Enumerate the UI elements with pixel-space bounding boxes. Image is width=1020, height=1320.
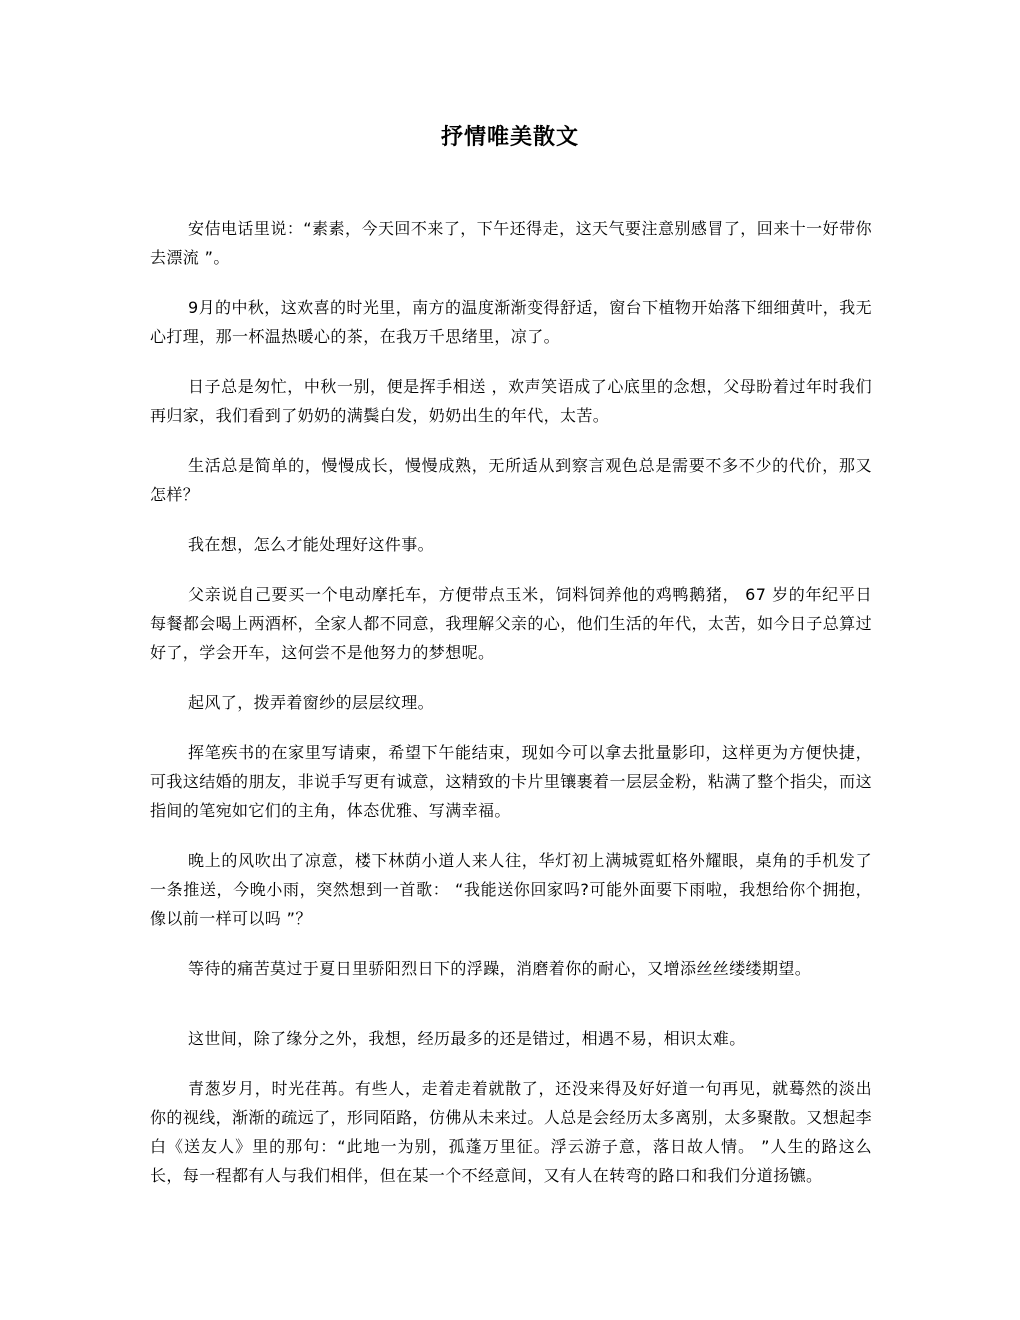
- paragraph: 生活总是简单的，慢慢成长，慢慢成熟，无所适从到察言观色总是需要不多不少的代价，那又怎样？: [150, 456, 872, 504]
- paragraph: 父亲说自己要买一个电动摩托车，方便带点玉米，饲料饲养他的鸡鸭鹅猪， 67 岁的年纪平日每餐都会喝上两酒杯，全家人都不同意，我理解父亲的心，他们生活的年代，太苦，如今日子总算过好了，学会开车，这何尝不是他努力的梦想呢。: [150, 585, 872, 662]
- paragraph: 安佶电话里说：“素素，今天回不来了，下午还得走，这天气要注意别感冒了，回来十一好带你去漂流 ”。: [150, 219, 872, 267]
- paragraph: 晚上的风吹出了凉意，楼下林荫小道人来人往，华灯初上满城霓虹格外耀眼，桌角的手机发了一条推送，今晚小雨，突然想到一首歌： “我能送你回家吗?可能外面要下雨啦，我想给你个拥抱，像以前一样可以吗 ”？: [150, 851, 872, 928]
- paragraph: 起风了，拨弄着窗纱的层层纹理。: [188, 693, 435, 712]
- paragraph: 9月的中秋，这欢喜的时光里，南方的温度渐渐变得舒适，窗台下植物开始落下细细黄叶，我无心打理，那一杯温热暖心的茶，在我万千思绪里，凉了。: [150, 298, 872, 346]
- document-title: 抒情唯美散文: [440, 124, 579, 150]
- paragraph: 这世间，除了缘分之外，我想，经历最多的还是错过，相遇不易，相识太难。: [188, 1029, 746, 1048]
- paragraph: 日子总是匆忙，中秋一别，便是挥手相送 ，欢声笑语成了心底里的念想，父母盼着过年时我们再归家，我们看到了奶奶的满鬓白发，奶奶出生的年代，太苦。: [150, 377, 872, 425]
- document-body: [150, 214, 872, 1211]
- paragraph: 青葱岁月，时光荏苒。有些人，走着走着就散了，还没来得及好好道一句再见，就蓦然的淡出你的视线，渐渐的疏远了，形同陌路，仿佛从未来过。人总是会经历太多离别，太多聚散。又想起李白《送友人》里的那句：“此地一为别，孤蓬万里征。浮云游子意，落日故人情。 ”人生的路这么长，每一程都有人与我们相伴，但在某一个不经意间，又有人在转弯的路口和我们分道扬镳。: [150, 1079, 872, 1185]
- paragraph: 等待的痛苦莫过于夏日里骄阳烈日下的浮躁，消磨着你的耐心，又增添丝丝缕缕期望。: [188, 959, 812, 978]
- paragraph: 挥笔疾书的在家里写请柬，希望下午能结束，现如今可以拿去批量影印，这样更为方便快捷，可我这结婚的朋友，非说手写更有诚意，这精致的卡片里镶裹着一层层金粉，粘满了整个指尖，而这指间的笔宛如它们的主角，体态优雅、写满幸福。: [150, 743, 872, 820]
- paragraph: 我在想，怎么才能处理好这件事。: [188, 535, 435, 554]
